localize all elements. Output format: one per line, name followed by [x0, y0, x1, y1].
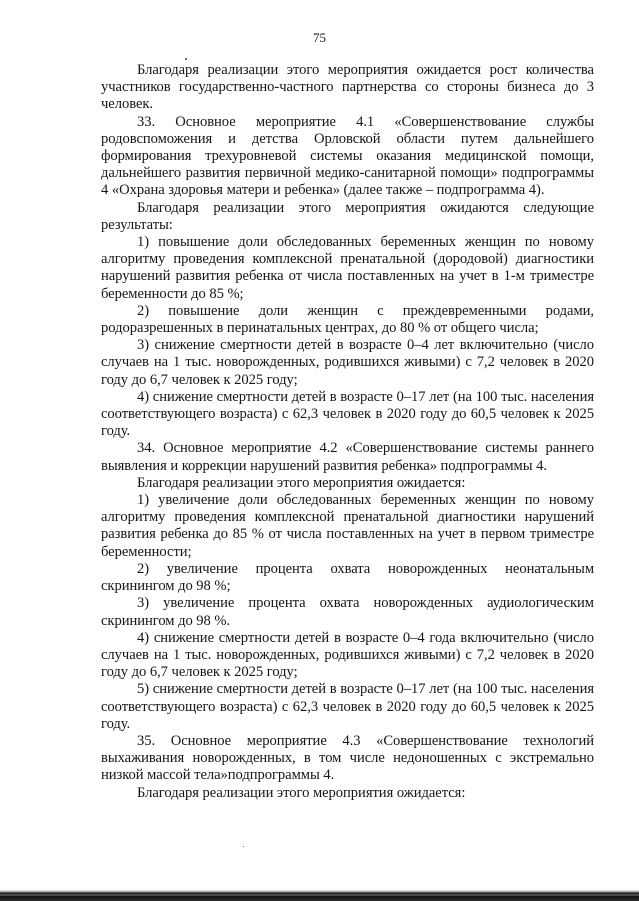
- paragraph: Благодаря реализации этого мероприятия ожидается:: [137, 474, 466, 491]
- document-body: [101, 62, 594, 802]
- paragraph: 35. Основное мероприятие 4.3 «Совершенствование технологий выхаживания новорожденных, в том числе недоношенных с экстремально низкой массой тела»подпрограммы 4.: [101, 732, 594, 784]
- paragraph: Благодаря реализации этого мероприятия ожидаются следующие результаты:: [101, 199, 594, 233]
- page-number: 75: [313, 30, 326, 45]
- scan-speck: [243, 846, 244, 847]
- paragraph: 2) увеличение процента охвата новорожденных неонатальным скринингом до 98 %;: [101, 560, 594, 595]
- paragraph: Благодаря реализации этого мероприятия ожидается:: [137, 784, 466, 801]
- paragraph: 1) повышение доли обследованных беременных женщин по новому алгоритму проведения комплексной пренатальной (дородовой) диагностики нарушений развития ребенка от числа поставленных на учет в 1-м триместре беременности до 85 %;: [101, 234, 594, 302]
- paragraph: 3) увеличение процента охвата новорожденных аудиологическим скринингом до 98 %.: [101, 595, 594, 629]
- paragraph: 5) снижение смертности детей в возрасте 0–17 лет (на 100 тыс. населения соответствующего возраста) с 62,3 человек в 2020 году до 60,5 человек к 2025 году.: [101, 681, 594, 732]
- scan-speck: [185, 58, 187, 60]
- paragraph: 4) снижение смертности детей в возрасте 0–4 года включительно (число случаев на 1 тыс. новорожденных, родившихся живыми) с 7,2 человек в 2020 году до 6,7 человек к 2025 году;: [101, 629, 594, 681]
- paragraph: 4) снижение смертности детей в возрасте 0–17 лет (на 100 тыс. населения соответствующего возраста) с 62,3 человек в 2020 году до 60,5 человек к 2025 году.: [101, 388, 594, 440]
- paragraph: 3) снижение смертности детей в возрасте 0–4 лет включительно (число случаев на 1 тыс. новорожденных, родившихся живыми) с 7,2 человек в 2020 году до 6,7 человек к 2025 году;: [101, 337, 594, 388]
- scan-line: [0, 894, 639, 896]
- paragraph: 34. Основное мероприятие 4.2 «Совершенствование системы раннего выявления и коррекции нарушений развития ребенка» подпрограммы 4.: [101, 440, 594, 474]
- paragraph: 33. Основное мероприятие 4.1 «Совершенствование службы родовспоможения и детства Орловской области путем дальнейшего формирования трехуровневой системы оказания медицинской помощи, дальнейшего развития первичной медико-санитарной помощи» подпрограммы 4 «Охрана здоровья матери и ребенка» (далее также – подпрограмма 4).: [101, 113, 594, 199]
- paragraph: 2) повышение доли женщин с преждевременными родами, родоразрешенных в перинатальных центрах, до 80 % от общего числа;: [101, 302, 594, 337]
- paragraph: Благодаря реализации этого мероприятия ожидается рост количества участников государственно-частного партнерства со стороны бизнеса до 3 человек.: [101, 62, 594, 113]
- paragraph: 1) увеличение доли обследованных беременных женщин по новому алгоритму проведения комплексной пренатальной диагностики нарушений развития ребенка до 85 % от числа поставленных на учет в первом триместре беременности;: [101, 492, 594, 560]
